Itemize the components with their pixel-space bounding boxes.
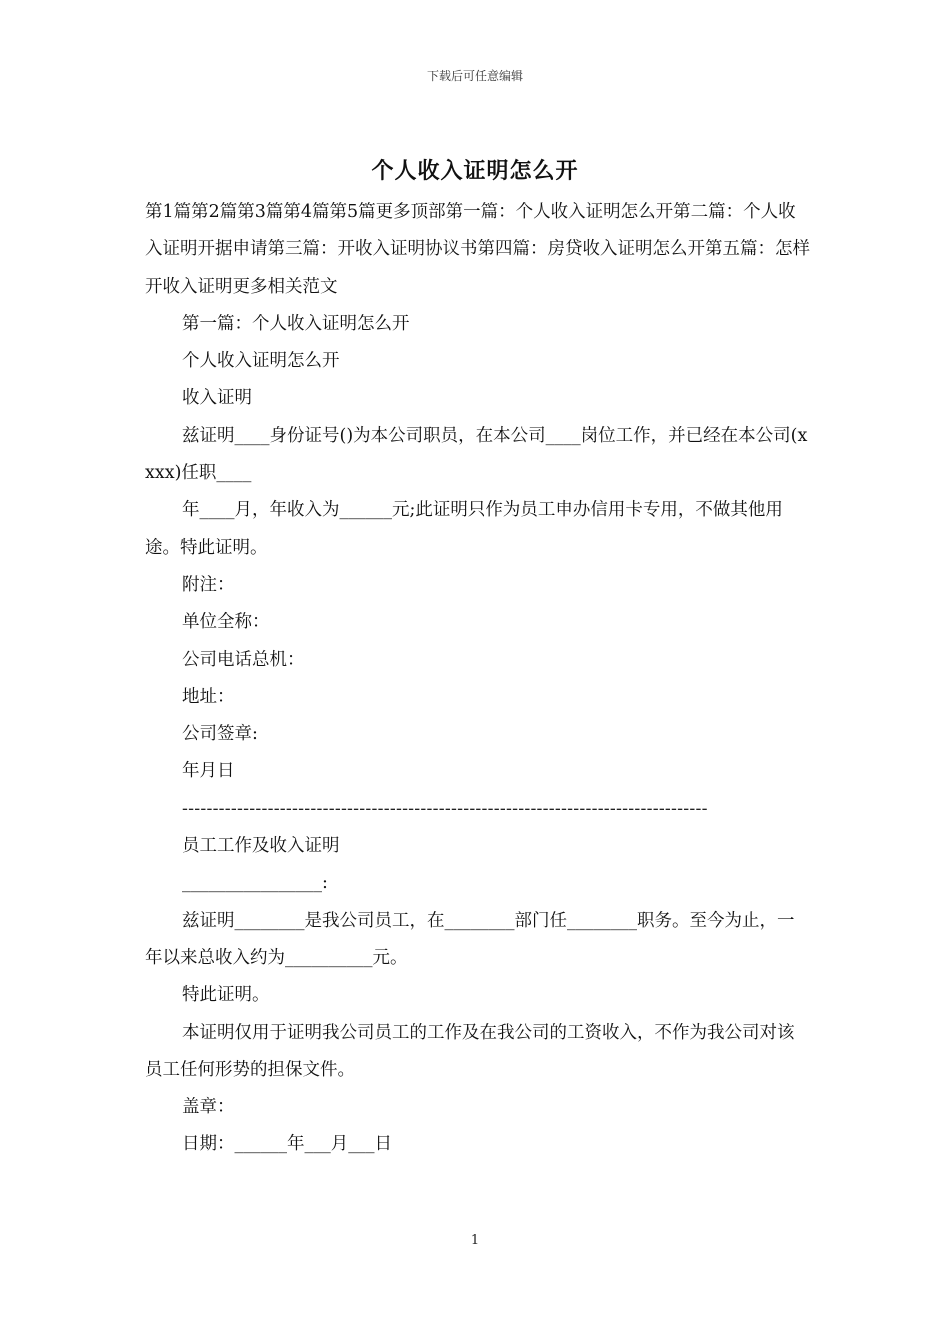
section1-heading: 第一篇：个人收入证明怎么开 <box>182 313 410 334</box>
section2-title: 员工工作及收入证明 <box>182 836 340 857</box>
table-of-contents: 第1篇第2篇第3篇第4篇第5篇更多顶部第一篇：个人收入证明怎么开第二篇：个人收入证明开据申请第三篇：开收入证明协议书第四篇：房贷收入证明怎么开第五篇：怎样开收入证明更多相关范文 <box>145 202 810 297</box>
section2-paragraph-2: 本证明仅用于证明我公司员工的工作及在我公司的工资收入，不作为我公司对该员工任何形势的担保文件。 <box>145 1022 795 1080</box>
section1-note-label: 附注： <box>182 574 235 595</box>
section2-paragraph-1: 兹证明________是我公司员工，在________部门任________职务。至今为止，一年以来总收入约为__________元。 <box>145 910 795 968</box>
section1-unit-name-label: 单位全称： <box>182 612 270 633</box>
document-title: 个人收入证明怎么开 <box>371 158 579 184</box>
section2-date-label: 日期：______年___月___日 <box>182 1134 392 1155</box>
document-body <box>145 194 810 1164</box>
section1-address-label: 地址： <box>182 686 235 707</box>
section1-paragraph-2: 年____月，年收入为______元;此证明只作为员工申办信用卡专用，不做其他用途。特此证明。 <box>145 500 783 558</box>
section1-seal-label: 公司签章: <box>182 724 258 745</box>
section-divider: -------------------------------------------------------------------------------------- <box>182 798 708 819</box>
section2-seal-label: 盖章： <box>182 1097 235 1118</box>
section2-addressee: ________________: <box>182 873 328 894</box>
section1-date-label: 年月日 <box>182 761 235 782</box>
section2-statement: 特此证明。 <box>182 985 270 1006</box>
section1-paragraph-1: 兹证明____身份证号()为本公司职员，在本公司____岗位工作，并已经在本公司(xxxx)任职____ <box>145 425 808 484</box>
section1-cert-title: 收入证明 <box>182 388 252 409</box>
header-note: 下载后可任意编辑 <box>426 69 523 83</box>
page-number: 1 <box>470 1233 480 1248</box>
section1-phone-label: 公司电话总机： <box>182 649 305 670</box>
section1-subheading: 个人收入证明怎么开 <box>182 351 340 372</box>
